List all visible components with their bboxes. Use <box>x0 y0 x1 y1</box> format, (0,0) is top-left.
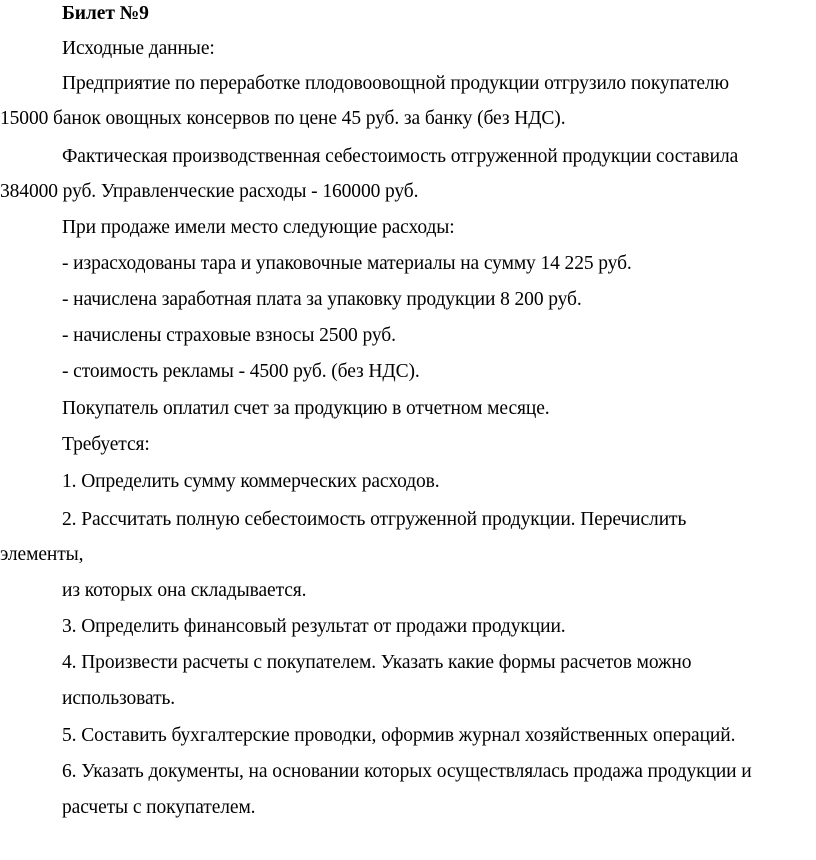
task-2-line-1: 2. Рассчитать полную себестоимость отгруженной продукции. Перечислить <box>62 509 687 530</box>
paragraph-1-line-2: 15000 банок овощных консервов по цене 45 руб. за банку (без НДС). <box>0 108 566 129</box>
paragraph-4: Покупатель оплатил счет за продукцию в отчетном месяце. <box>62 398 550 419</box>
expense-item-3: - начислены страховые взносы 2500 руб. <box>62 325 396 346</box>
task-4-line-1: 4. Произвести расчеты с покупателем. Указать какие формы расчетов можно <box>62 652 692 673</box>
task-2-line-2: элементы, <box>0 544 84 565</box>
task-4-line-2: использовать. <box>62 688 176 709</box>
task-1: 1. Определить сумму коммерческих расходов. <box>62 471 440 492</box>
paragraph-1-line-1: Предприятие по переработке плодовоовощной продукции отгрузило покупателю <box>62 73 730 94</box>
expense-item-1: - израсходованы тара и упаковочные материалы на сумму 14 225 руб. <box>62 253 632 274</box>
task-3: 3. Определить финансовый результат от продажи продукции. <box>62 616 566 637</box>
required-heading: Требуется: <box>62 434 150 455</box>
task-6-line-2: расчеты с покупателем. <box>62 797 256 818</box>
task-5: 5. Составить бухгалтерские проводки, оформив журнал хозяйственных операций. <box>62 725 736 746</box>
paragraph-2-line-1: Фактическая производственная себестоимость отгруженной продукции составила <box>62 146 739 167</box>
ticket-title: Билет №9 <box>62 3 149 24</box>
task-2-line-3: из которых она складывается. <box>62 580 307 601</box>
expense-item-4: - стоимость рекламы - 4500 руб. (без НДС). <box>62 361 420 382</box>
initial-data-heading: Исходные данные: <box>62 38 215 59</box>
paragraph-3: При продаже имели место следующие расходы: <box>62 217 455 238</box>
task-6-line-1: 6. Указать документы, на основании которых осуществлялась продажа продукции и <box>62 761 752 782</box>
paragraph-2-line-2: 384000 руб. Управленческие расходы - 160000 руб. <box>0 181 419 202</box>
expense-item-2: - начислена заработная плата за упаковку продукции 8 200 руб. <box>62 289 582 310</box>
